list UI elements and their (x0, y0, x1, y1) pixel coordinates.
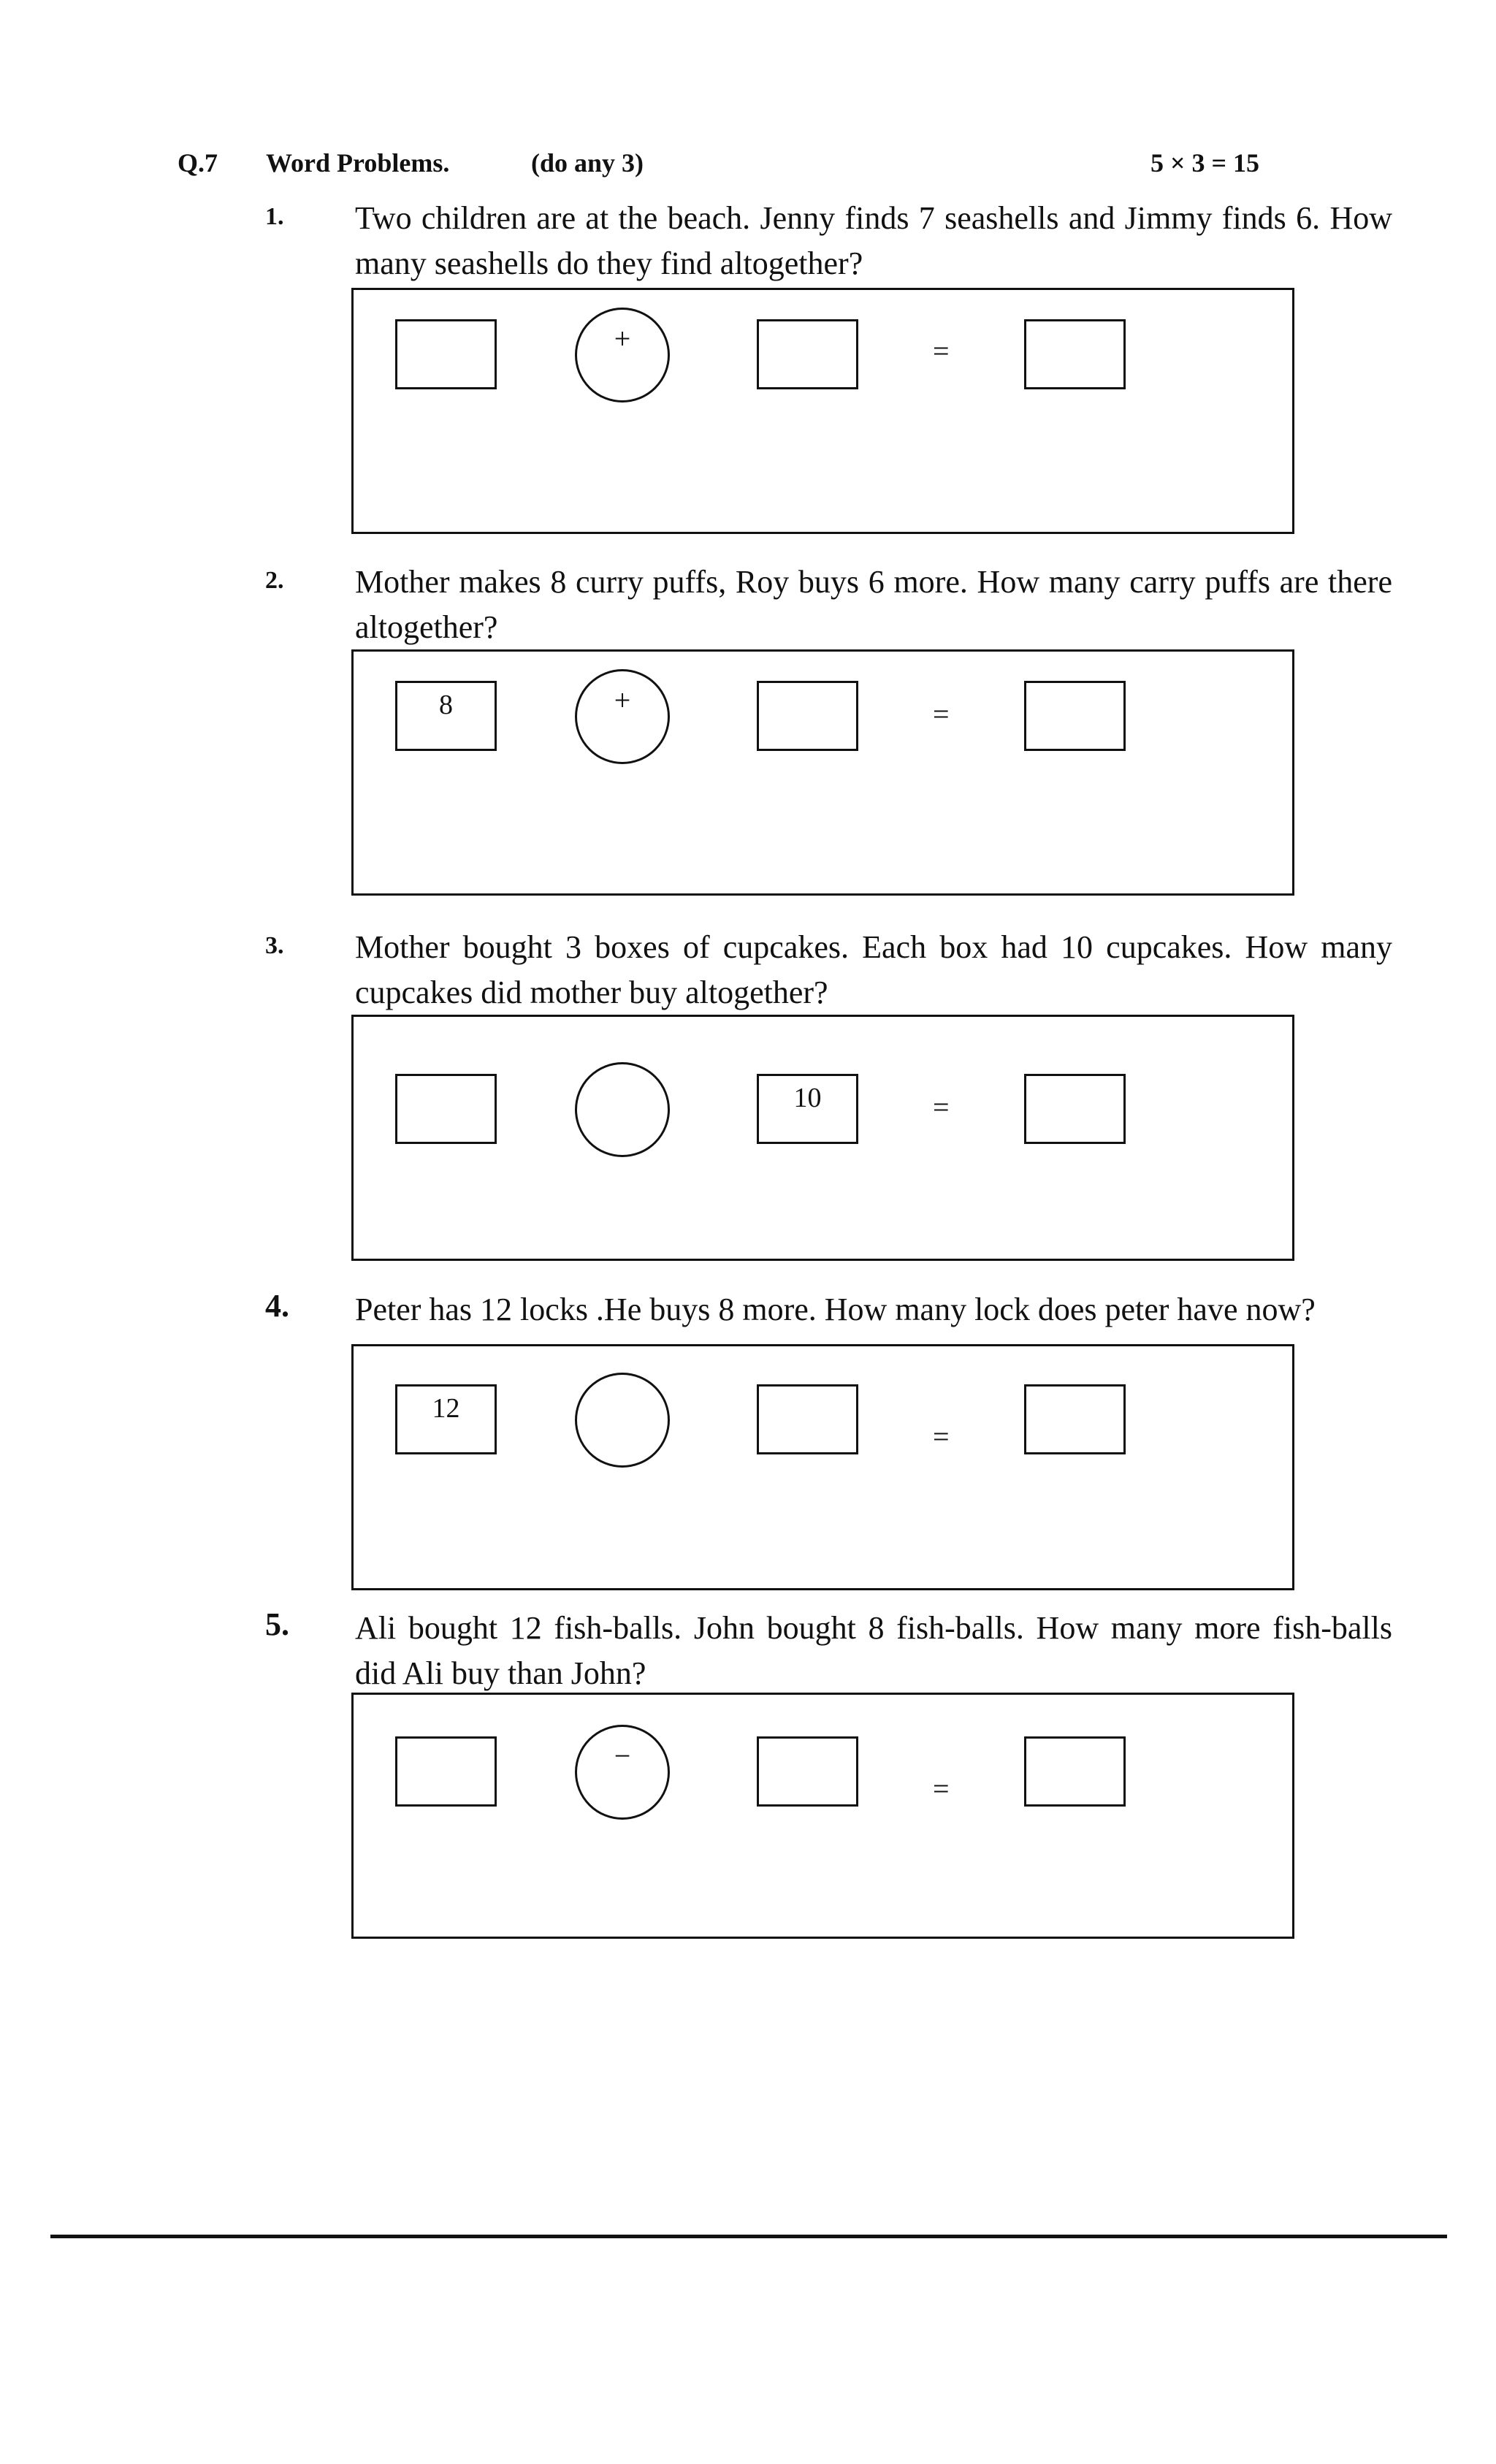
question-title: Word Problems. (266, 148, 450, 178)
answer-box (351, 1015, 1294, 1261)
operand-b-box[interactable] (757, 1384, 858, 1454)
operator-circle[interactable]: + (575, 669, 670, 764)
problem-number: 3. (265, 932, 284, 959)
equals-sign: = (933, 1091, 950, 1124)
operand-b-box[interactable] (757, 1736, 858, 1807)
operand-b-box[interactable] (757, 681, 858, 751)
problem-text: Peter has 12 locks .He buys 8 more. How many lock does peter have now? (355, 1292, 1316, 1327)
operator-circle[interactable] (575, 1062, 670, 1157)
equals-sign: = (933, 1420, 950, 1453)
result-box[interactable] (1024, 1074, 1126, 1144)
question-instruction: (do any 3) (531, 148, 644, 178)
question-header (0, 148, 1496, 184)
result-box[interactable] (1024, 319, 1126, 389)
operand-a-box[interactable] (395, 1736, 497, 1807)
operand-b-box[interactable]: 10 (757, 1074, 858, 1144)
problem-number: 5. (265, 1606, 289, 1642)
question-marks: 5 × 3 = 15 (1150, 148, 1260, 178)
equals-sign: = (933, 1772, 950, 1805)
operand-a-box[interactable]: 8 (395, 681, 497, 751)
operand-a-box[interactable]: 12 (395, 1384, 497, 1454)
operand-b-box[interactable] (757, 319, 858, 389)
operand-a-box[interactable] (395, 1074, 497, 1144)
problem-text: Two children are at the beach. Jenny finds 7 seashells and Jimmy finds 6. How many seashells do they find altogether? (355, 200, 1392, 281)
problem-text: Mother bought 3 boxes of cupcakes. Each box had 10 cupcakes. How many cupcakes did mother buy altogether? (355, 929, 1392, 1010)
answer-box (351, 288, 1294, 534)
operator-circle[interactable]: + (575, 308, 670, 403)
answer-box (351, 649, 1294, 896)
answer-box (351, 1344, 1294, 1590)
problem-text: Ali bought 12 fish-balls. John bought 8 fish-balls. How many more fish-balls did Ali buy than John? (355, 1610, 1392, 1691)
equals-sign: = (933, 698, 950, 731)
result-box[interactable] (1024, 1736, 1126, 1807)
answer-box (351, 1693, 1294, 1939)
question-number: Q.7 (178, 148, 218, 178)
equals-sign: = (933, 335, 950, 367)
operator-circle[interactable]: − (575, 1725, 670, 1820)
result-box[interactable] (1024, 1384, 1126, 1454)
problem-number: 2. (265, 567, 284, 594)
problem-text: Mother makes 8 curry puffs, Roy buys 6 more. How many carry puffs are there altogether? (355, 564, 1392, 645)
operator-circle[interactable] (575, 1373, 670, 1468)
operand-a-box[interactable] (395, 319, 497, 389)
result-box[interactable] (1024, 681, 1126, 751)
bottom-divider (50, 2235, 1447, 2238)
problem-number: 1. (265, 203, 284, 230)
problem-number: 4. (265, 1288, 289, 1324)
